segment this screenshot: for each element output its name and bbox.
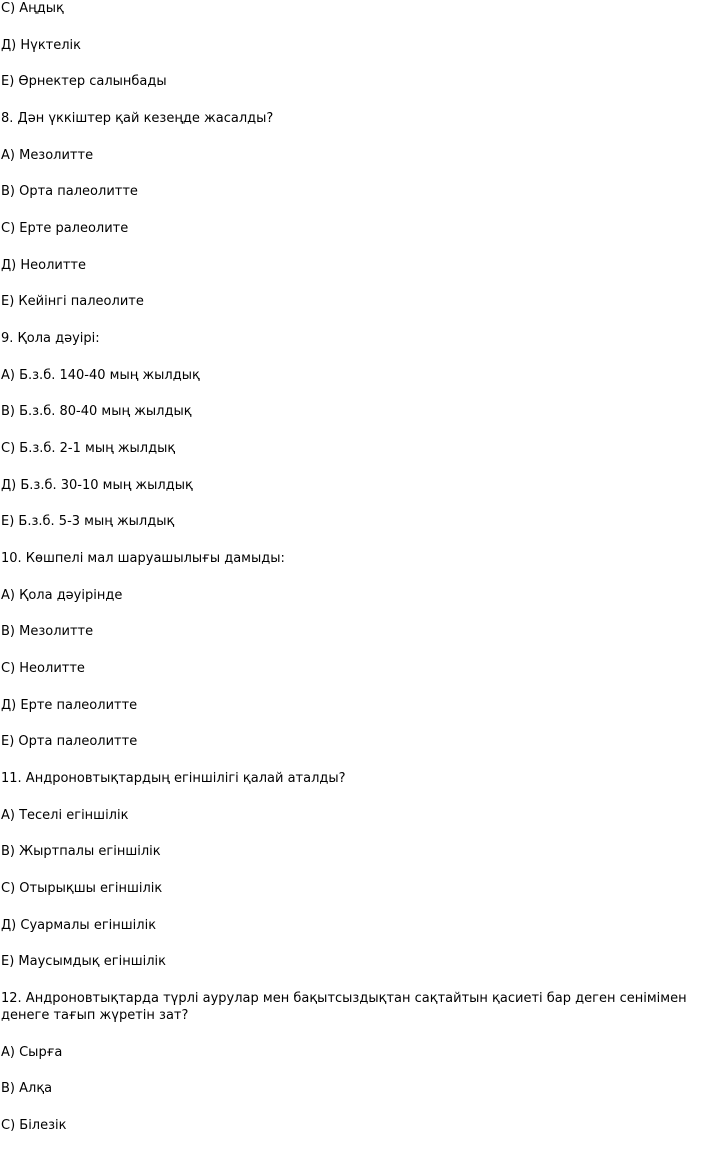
answer-option: А) Қола дәуірінде xyxy=(1,588,123,603)
answer-option: Е) Кейінгі палеолите xyxy=(1,294,144,309)
answer-option: С) Б.з.б. 2-1 мың жылдық xyxy=(1,441,176,456)
answer-option: С) Отырықшы егіншілік xyxy=(1,881,163,896)
answer-option: Д) Ерте палеолитте xyxy=(1,698,138,713)
answer-option: В) Б.з.б. 80-40 мың жылдық xyxy=(1,404,192,419)
question-text: 12. Андроновтықтарда түрлі аурулар мен бақытсыздықтан сақтайтын қасиеті бар деген сенімімен денеге тағып жүретін зат? xyxy=(1,991,687,1023)
answer-option: С) Аңдық xyxy=(1,1,64,16)
answer-option: В) Жыртпалы егіншілік xyxy=(1,844,161,859)
answer-option: С) Білезік xyxy=(1,1118,67,1133)
answer-option: В) Алқа xyxy=(1,1081,53,1096)
answer-option: В) Орта палеолитте xyxy=(1,184,138,199)
answer-option: А) Б.з.б. 140-40 мың жылдық xyxy=(1,368,200,383)
answer-option: С) Неолитте xyxy=(1,661,85,676)
answer-option: А) Теселі егіншілік xyxy=(1,808,129,823)
question-text: 9. Қола дәуірі: xyxy=(1,331,100,346)
answer-option: С) Ерте ралеолите xyxy=(1,221,129,236)
answer-option: Д) Неолитте xyxy=(1,258,86,273)
answer-option: Д) Нүктелік xyxy=(1,38,82,53)
answer-option: А) Мезолитте xyxy=(1,148,94,163)
question-text: 10. Көшпелі мал шаруашылығы дамыды: xyxy=(1,551,285,566)
answer-option: Д) Б.з.б. 30-10 мың жылдық xyxy=(1,478,193,493)
answer-option: В) Мезолитте xyxy=(1,624,94,639)
answer-option: Е) Б.з.б. 5-3 мың жылдық xyxy=(1,514,175,529)
answer-option: Е) Маусымдық егіншілік xyxy=(1,954,166,969)
answer-option: А) Сырға xyxy=(1,1045,63,1060)
answer-option: Д) Суармалы егіншілік xyxy=(1,918,157,933)
answer-option: Е) Орта палеолитте xyxy=(1,734,138,749)
question-text: 8. Дән үккіштер қай кезеңде жасалды? xyxy=(1,111,274,126)
question-text: 11. Андроновтықтардың егіншілігі қалай аталды? xyxy=(1,771,346,786)
answer-option: Е) Өрнектер салынбады xyxy=(1,74,167,89)
